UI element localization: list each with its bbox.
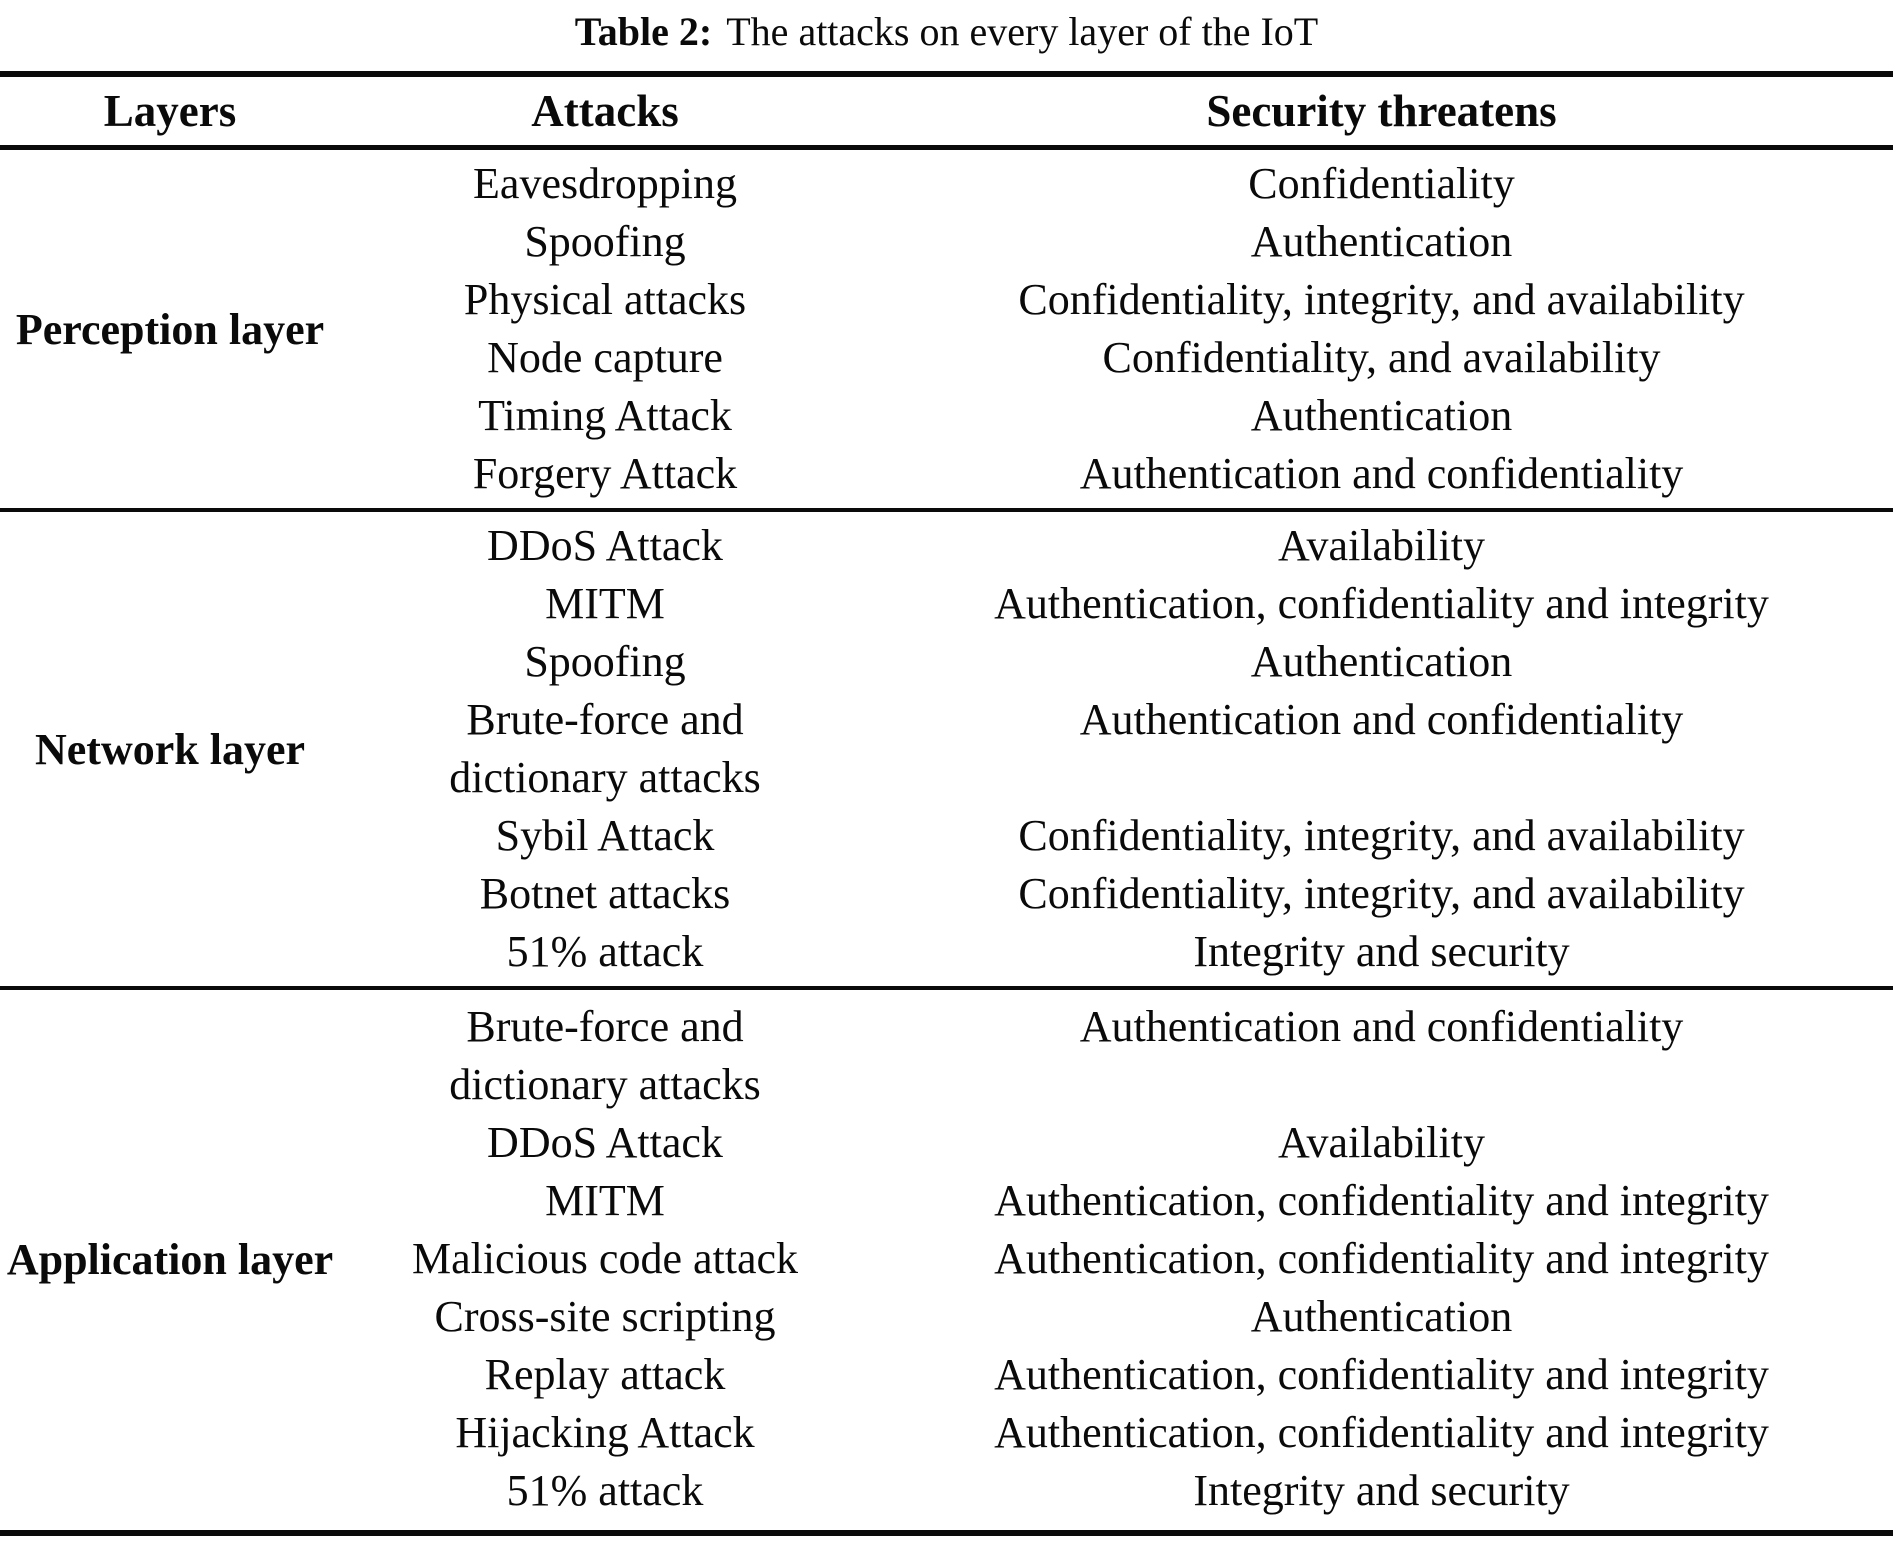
attack-text: Timing Attack [478,391,732,440]
threat-cell: Authentication, confidentiality and integrity [994,1234,1769,1283]
threat-cell: Authentication, confidentiality and integrity [994,1176,1769,1225]
table-section [0,150,1893,508]
attack-text: MITM [545,579,665,628]
attack-cell [340,998,870,1114]
attack-cell [340,1346,870,1404]
attack-cell [340,633,870,691]
table-section [0,986,1893,1536]
threat-cell: Integrity and security [1193,927,1570,976]
attack-cell [340,865,870,923]
attack-cell [340,329,870,387]
attack-text: DDoS Attack [487,521,723,570]
table-row [340,633,1893,691]
table-row [340,865,1893,923]
attack-cell [340,517,870,575]
attack-text: MITM [545,1176,665,1225]
table-row [340,155,1893,213]
attack-cell [340,445,870,503]
attack-text: 51% attack [506,927,704,976]
attack-text: Forgery Attack [472,449,738,498]
layer-label: Network layer [34,724,305,774]
attack-cell [340,807,870,865]
section-rows [340,155,1893,503]
table-row [340,691,1893,807]
threat-cell: Authentication, confidentiality and integrity [994,579,1769,628]
attack-text: Eavesdropping [473,159,737,208]
table-row [340,1462,1893,1520]
attack-cell [340,691,870,807]
table-number-label: Table 2: [574,9,713,54]
attack-cell [340,923,870,981]
attack-text: dictionary attacks [449,1060,761,1109]
attack-text: Spoofing [524,217,686,266]
threat-cell: Confidentiality, and availability [1102,333,1661,382]
attack-cell [340,1172,870,1230]
attack-text: Spoofing [524,637,686,686]
table-row [340,923,1893,981]
threat-cell: Authentication, confidentiality and integrity [994,1408,1769,1457]
table-row [340,807,1893,865]
threat-cell: Authentication [1250,391,1513,440]
table-row [340,213,1893,271]
table-row [340,1404,1893,1462]
attack-cell [340,1230,870,1288]
threat-cell: Authentication, confidentiality and integrity [994,1350,1769,1399]
table-row [340,1114,1893,1172]
attack-cell [340,155,870,213]
threat-cell: Authentication and confidentiality [1079,1002,1684,1051]
attack-text: Node capture [487,333,723,382]
threat-cell: Integrity and security [1193,1466,1570,1515]
table-section [0,508,1893,986]
table-header-row [0,77,1893,150]
table-row [340,271,1893,329]
table-row [340,1172,1893,1230]
table-row [340,1346,1893,1404]
threat-cell: Authentication and confidentiality [1079,449,1684,498]
table-row [340,387,1893,445]
attack-text: Physical attacks [463,275,747,324]
threat-cell: Authentication and confidentiality [1079,695,1684,744]
attack-cell [340,575,870,633]
table-body [0,150,1893,1536]
attack-cell [340,1114,870,1172]
attack-text: DDoS Attack [487,1118,723,1167]
attack-cell [340,1404,870,1462]
threat-cell: Authentication [1250,1292,1513,1341]
attack-text: Malicious code attack [411,1234,799,1283]
threat-cell: Authentication [1250,217,1513,266]
threat-cell: Confidentiality [1248,159,1515,208]
column-header-attacks: Attacks [531,86,679,136]
attack-text: dictionary attacks [449,753,761,802]
attack-cell [340,1288,870,1346]
attack-text: 51% attack [506,1466,704,1515]
attack-cell [340,213,870,271]
threat-cell: Availability [1278,1118,1485,1167]
table-caption-text: The attacks on every layer of the IoT [726,9,1319,54]
attack-text: Brute-force and [466,695,744,744]
table-caption [0,0,1893,71]
table-row [340,1288,1893,1346]
threat-cell: Confidentiality, integrity, and availability [1018,811,1745,860]
attack-text: Replay attack [484,1350,726,1399]
table-row [340,575,1893,633]
section-rows [340,998,1893,1520]
layer-label: Application layer [6,1234,334,1284]
attack-text: Hijacking Attack [455,1408,755,1457]
section-rows [340,517,1893,981]
attack-cell [340,271,870,329]
attack-text: Sybil Attack [495,811,715,860]
threat-cell: Availability [1278,521,1485,570]
attack-cell [340,387,870,445]
attack-cell [340,1462,870,1520]
threat-cell: Confidentiality, integrity, and availability [1018,275,1745,324]
table-row [340,517,1893,575]
table-row [340,998,1893,1114]
table-row [340,445,1893,503]
column-header-security-threatens: Security threatens [1206,86,1557,136]
column-header-layers: Layers [103,86,237,136]
table-row [340,1230,1893,1288]
table-row [340,329,1893,387]
threat-cell: Confidentiality, integrity, and availability [1018,869,1745,918]
attack-text: Cross-site scripting [434,1292,776,1341]
layer-label: Perception layer [15,304,325,354]
attack-text: Botnet attacks [479,869,731,918]
threat-cell: Authentication [1250,637,1513,686]
attack-text: Brute-force and [466,1002,744,1051]
